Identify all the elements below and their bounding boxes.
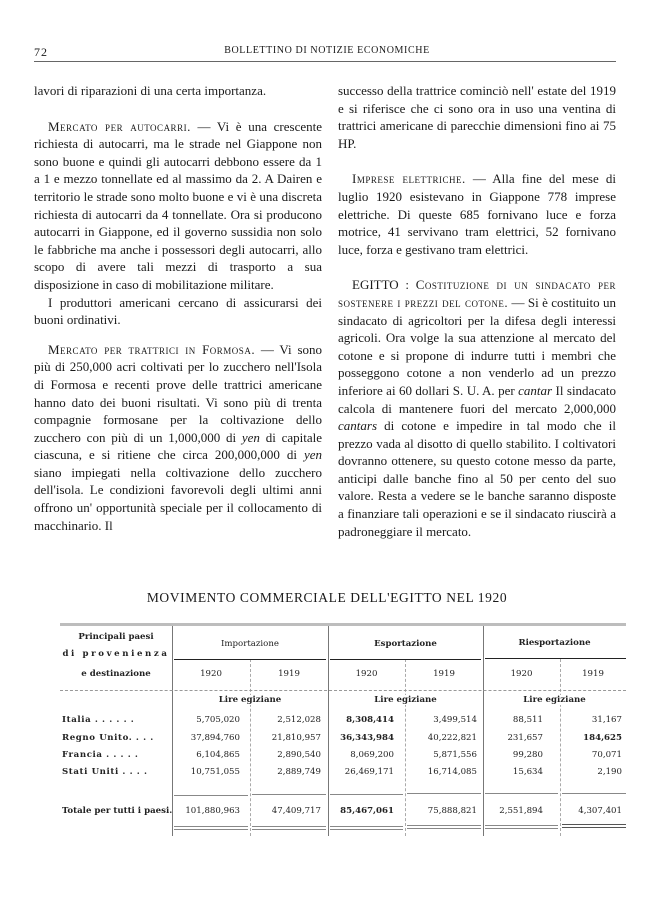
total-double-rule [407,825,481,829]
paragraph-imprese: Imprese elettriche. — Alla fine del mese di luglio 1920 esistevano in Giappone 778 imprese elettriche. Di queste 685 fornivano luce e forza motrice, 41 servivano tram elettrici, 52 fornivano luce, forza e gestivano tram elettrici. [338,171,616,257]
group-rule [330,659,481,660]
label-header-line1: Principali paesi [78,632,154,642]
group-header-esportazione: Esportazione [374,639,437,649]
section-heading-imprese: Imprese elettriche. [352,171,466,187]
paragraph-continuation: lavori di riparazioni di una certa importanza. [34,83,267,98]
sum-rule [174,795,248,796]
unit-label: Lire egiziane [173,695,327,705]
unit-label: Lire egiziane [484,695,625,705]
paragraph-produttori: I produttori americani cercano di assicurarsi dei buoni ordinativi. [34,294,322,328]
col-divider [328,626,329,836]
total-double-rule [330,826,403,830]
col-divider [172,626,173,836]
total-double-rule [562,824,626,828]
table-title: MOVIMENTO COMMERCIALE DELL'EGITTO NEL 1920 [146,590,508,605]
year-header: 1920 [355,669,378,679]
sum-rule [252,794,326,795]
group-rule [485,658,626,659]
total-double-rule [252,826,326,830]
total-double-rule [485,825,558,829]
section-heading-egitto: Costituzione di un sindacato per sostenere i prezzi del cotone. [338,277,616,310]
paragraph-autocarri: Mercato per autocarri. — Vi è una crescente richiesta di autocarri, ma le strade nel Giappone non sono buone e quindi gli autocarri debbono essere da 1 a 1 e mezzo tonnellate ed al massimo da 2. A Dairen e territorio le strade sono molto buone e vi è una discreta richiesta di autocarri da 4 tonnellate. Ora si producono autocarri in Giappone, ed il governo sussidia non solo le fabbriche ma anche i possessori degli autocarri, allo scopo di avere tali mezzi di trasporto a sua disposizione in caso di mobilitazione militare. [34,118,323,292]
header-rule [34,61,616,62]
paragraph-trattrice: successo della trattrice cominciò nell' estate del 1919 e si riferisce che ci sono ora in uso una ventina di trattrici americane di parecchie dimensioni fino ai 75 HP. [338,83,616,151]
right-column [338,82,616,540]
table-top-rule [60,623,626,626]
header-bottom-rule [60,690,626,691]
group-rule [174,659,326,660]
col-divider [483,626,484,836]
sum-rule [330,794,403,795]
sum-rule [407,793,481,794]
group-header-riesportazione: Riesportazione [518,638,591,648]
label-header-line2: di provenienza [62,649,170,659]
year-header: 1919 [433,669,455,679]
sum-rule [485,793,558,794]
sum-rule [562,793,626,794]
year-header: 1919 [278,669,300,679]
section-heading-autocarri: Mercato per autocarri. [48,118,191,134]
year-header: 1919 [582,669,604,679]
section-heading-formosa: Mercato per trattrici in Formosa. [48,341,256,357]
paragraph-egitto: EGITTO : Costituzione di un sindacato per sostenere i prezzi del cotone. — Si è costituito un sindacato di agricoltori per la difesa degli interessi agricoli. Ora volge la sua attenzione al mercato del cotone e si propone di indurre tutti i membri che posseggono cotone a non venderlo ad un prezzo inferiore ai 60 dollari S. U. A. per cantar Il sindacato calcola di mantenere fuori del mercato 2,000,000 cantars di cotone e impedire in tal modo che il prezzo vada al disotto di quello stabilito. I coltivatori dovranno ottenere, su questo cotone messo da parte, anticipi dalle banche fino al 50 per cento del suo valore. Resta a vedere se le banche saranno disposte a finanziare tali operazioni e se il sindacato riuscirà a padroneggiare il mercato. [338,277,617,539]
group-header-importazione: Importazione [221,639,279,649]
year-header: 1920 [510,669,533,679]
label-header-line3: e destinazione [81,669,151,679]
paragraph-formosa: Mercato per trattrici in Formosa. — Vi sono più di 250,000 acri coltivati per lo zucchero nell'Isola di Formosa e recenti prove delle trattrici americane hanno dato dei buoni risultati. Vi sono più di trenta compagnie formosane per la coltivazione dello zucchero con più di un 1,000,000 di yen di capitale ciascuna, e si ritiene che circa 200,000,000 di yen siano impiegati nella coltivazione dello zucchero dell'isola. Le condizioni favorevoli degli ultimi anni offrono un' opportunità speciale per il collocamento di macchinario. Il [34,341,323,533]
section-title-egitto: EGITTO [352,277,399,293]
total-double-rule [174,826,248,830]
year-header: 1920 [200,669,222,679]
page-number: 72 [34,45,48,59]
left-column [34,82,322,534]
running-title: BOLLETTINO DI NOTIZIE ECONOMICHE [224,45,430,56]
unit-label: Lire egiziane [329,695,482,705]
